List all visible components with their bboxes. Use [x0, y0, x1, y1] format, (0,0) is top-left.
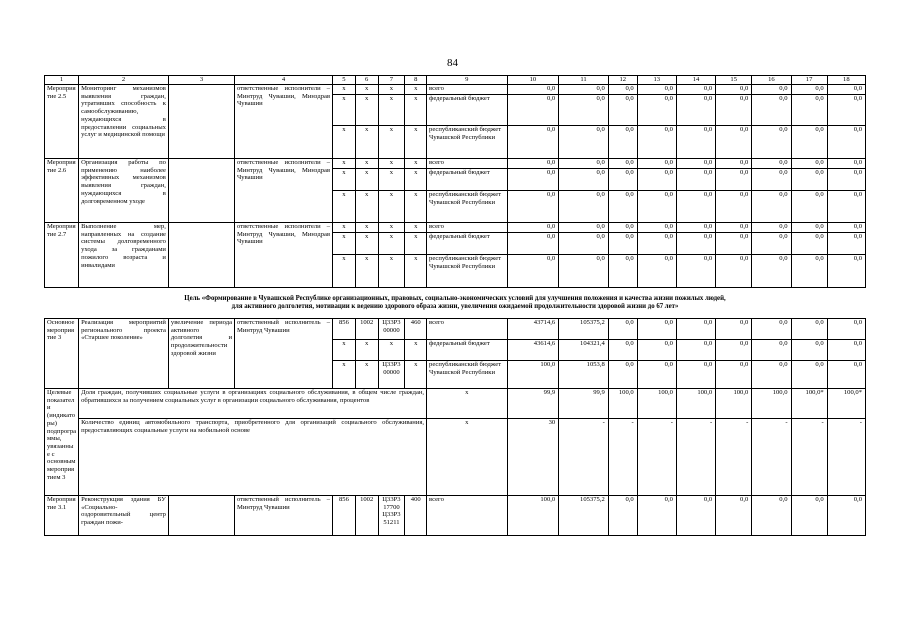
measure-description: Организация работы по применению наиболее эффективных механизмов выявления граждан, нуждающихся в долговременном уходе [79, 159, 169, 223]
value-cell: 0,0 [752, 223, 791, 233]
funding-source: всего [427, 496, 508, 536]
value-cell: 0,0 [608, 223, 637, 233]
value-cell: 0,0 [716, 95, 752, 126]
value-cell: 0,0 [716, 126, 752, 159]
budget-table [44, 75, 866, 536]
value-cell: 0,0 [608, 233, 637, 255]
value-cell: 0,0 [752, 340, 791, 361]
code-cell: x [333, 233, 356, 255]
value-cell: 0,0 [827, 126, 865, 159]
code-cell: x [378, 233, 405, 255]
value-cell: 0,0 [676, 95, 715, 126]
value-cell: 0,0 [752, 85, 791, 95]
value-cell: 0,0 [752, 319, 791, 340]
code-cell: x [355, 340, 378, 361]
value-cell: 0,0 [827, 95, 865, 126]
value-cell: 0,0 [791, 496, 827, 536]
measure-name: Мероприятие 2.7 [45, 223, 79, 288]
measure-description: Мониторинг механизмов выявления граждан, утративших способность к самообслуживанию, нуждающихся в предоставлении социальных услуг и медицинской помощи [79, 85, 169, 159]
value-cell: 0,0 [752, 169, 791, 191]
value-cell: 0,0 [716, 191, 752, 223]
code-cell: x [405, 361, 427, 389]
measure-goal [168, 159, 234, 223]
code-cell: x [355, 169, 378, 191]
table-row [45, 159, 866, 169]
value-cell: 0,0 [791, 255, 827, 288]
value-cell: 0,0 [608, 361, 637, 389]
funding-source: всего [427, 159, 508, 169]
value-cell: 0,0 [791, 169, 827, 191]
indicator-value: 100,0 [716, 389, 752, 419]
value-cell: 0,0 [559, 95, 609, 126]
code-cell: x [355, 255, 378, 288]
value-cell: 43714,6 [507, 319, 559, 340]
value-cell: 0,0 [637, 361, 676, 389]
code-cell: x [355, 95, 378, 126]
code-cell: Ц33Р3 00000 [378, 319, 405, 340]
code-cell: x [333, 85, 356, 95]
value-cell: 0,0 [716, 233, 752, 255]
code-cell: x [355, 85, 378, 95]
code-cell: x [378, 255, 405, 288]
value-cell: 0,0 [752, 255, 791, 288]
value-cell: 0,0 [827, 340, 865, 361]
value-cell: 0,0 [827, 233, 865, 255]
value-cell: 0,0 [676, 319, 715, 340]
value-cell: 0,0 [752, 496, 791, 536]
header-cell: 12 [608, 76, 637, 85]
value-cell: 0,0 [716, 169, 752, 191]
value-cell: 0,0 [791, 159, 827, 169]
value-cell: 0,0 [507, 191, 559, 223]
funding-source: республиканский бюджет Чувашской Республики [427, 191, 508, 223]
value-cell: 0,0 [791, 233, 827, 255]
code-cell: x [405, 255, 427, 288]
value-cell: 0,0 [752, 126, 791, 159]
measure-description: Реконструкция здания БУ «Социально-оздоровительный центр граждан пожи- [79, 496, 169, 536]
value-cell: 0,0 [791, 85, 827, 95]
code-cell: x [405, 191, 427, 223]
code-cell: x [378, 340, 405, 361]
code-cell: x [378, 95, 405, 126]
code-cell: x [378, 169, 405, 191]
header-cell: 13 [637, 76, 676, 85]
measure-name: Мероприятие 3.1 [45, 496, 79, 536]
indicator-value: - [676, 419, 715, 496]
code-cell: 400 [405, 496, 427, 536]
header-cell: 15 [716, 76, 752, 85]
table-row [45, 85, 866, 95]
value-cell: 0,0 [676, 340, 715, 361]
value-cell: 1053,8 [559, 361, 609, 389]
measure-goal: увеличение периода активного долголетия и продолжительности здоровой жизни [168, 319, 234, 389]
code-cell: x [355, 223, 378, 233]
code-cell: x [378, 126, 405, 159]
value-cell: 0,0 [716, 340, 752, 361]
header-cell: 11 [559, 76, 609, 85]
value-cell: 0,0 [507, 159, 559, 169]
value-cell: 0,0 [676, 126, 715, 159]
value-cell: 0,0 [559, 255, 609, 288]
value-cell: 0,0 [827, 361, 865, 389]
code-cell: x [405, 233, 427, 255]
funding-source: республиканский бюджет Чувашской Республики [427, 126, 508, 159]
code-cell: 1002 [355, 496, 378, 536]
indicator-value: 100,0 [637, 389, 676, 419]
value-cell: 0,0 [716, 223, 752, 233]
value-cell: 100,0 [507, 361, 559, 389]
value-cell: 0,0 [716, 85, 752, 95]
code-cell: Ц33Р3 00000 [378, 361, 405, 389]
measure-goal [168, 496, 234, 536]
value-cell: 0,0 [752, 361, 791, 389]
code-cell: x [355, 233, 378, 255]
indicators-label: Целевые показатели (индикаторы) подпрограммы, увязанные с основным мероприятием 3 [45, 389, 79, 496]
value-cell: 0,0 [637, 191, 676, 223]
header-cell: 7 [378, 76, 405, 85]
value-cell: 0,0 [676, 361, 715, 389]
value-cell: 0,0 [827, 85, 865, 95]
indicator-value: 99,9 [507, 389, 559, 419]
value-cell: 0,0 [827, 169, 865, 191]
value-cell: 100,0 [507, 496, 559, 536]
value-cell: 0,0 [791, 340, 827, 361]
value-cell: 0,0 [791, 191, 827, 223]
responsible: ответственный исполнитель – Минтруд Чувашии [235, 319, 333, 389]
value-cell: 0,0 [637, 169, 676, 191]
indicator-value: 100,0 [752, 389, 791, 419]
code-cell: 856 [333, 496, 356, 536]
code-cell: x [405, 223, 427, 233]
value-cell: 0,0 [676, 85, 715, 95]
value-cell: 0,0 [791, 126, 827, 159]
header-cell: 2 [79, 76, 169, 85]
header-row [45, 76, 866, 85]
code-cell: x [405, 159, 427, 169]
value-cell: 0,0 [507, 233, 559, 255]
value-cell: 0,0 [559, 191, 609, 223]
value-cell: 0,0 [676, 233, 715, 255]
value-cell: 0,0 [637, 95, 676, 126]
value-cell: 0,0 [608, 496, 637, 536]
measure-name: Мероприятие 2.5 [45, 85, 79, 159]
value-cell: 0,0 [791, 223, 827, 233]
value-cell: 0,0 [716, 361, 752, 389]
value-cell: 0,0 [676, 191, 715, 223]
value-cell: 0,0 [608, 191, 637, 223]
code-cell: x [333, 95, 356, 126]
code-cell: x [333, 126, 356, 159]
value-cell: 0,0 [637, 233, 676, 255]
measure-name: Мероприятие 2.6 [45, 159, 79, 223]
code-cell: x [378, 191, 405, 223]
code-cell: x [333, 159, 356, 169]
value-cell: 0,0 [507, 85, 559, 95]
value-cell: 0,0 [752, 159, 791, 169]
goal-line-1: Цель «Формирование в Чувашской Республике организационных, правовых, социально-экономических условий для улучшения положения и качества жизни пожилых людей, [184, 295, 726, 303]
value-cell: 0,0 [637, 319, 676, 340]
value-cell: 0,0 [676, 255, 715, 288]
code-cell: x [355, 159, 378, 169]
responsible: ответственный исполнитель – Минтруд Чувашии [235, 496, 333, 536]
indicator-unit: x [427, 389, 508, 419]
value-cell: 0,0 [608, 169, 637, 191]
code-cell: x [333, 223, 356, 233]
code-cell: x [405, 95, 427, 126]
funding-source: республиканский бюджет Чувашской Республики [427, 361, 508, 389]
measure-name: Основное мероприятие 3 [45, 319, 79, 389]
table-row [45, 496, 866, 536]
value-cell: 0,0 [637, 223, 676, 233]
measure-description: Реализация мероприятий регионального проекта «Старшее поколение» [79, 319, 169, 389]
value-cell: 0,0 [507, 255, 559, 288]
indicator-value: 99,9 [559, 389, 609, 419]
indicator-value: - [752, 419, 791, 496]
funding-source: федеральный бюджет [427, 95, 508, 126]
value-cell: 0,0 [608, 126, 637, 159]
measure-goal [168, 85, 234, 159]
header-cell: 17 [791, 76, 827, 85]
funding-source: всего [427, 319, 508, 340]
responsible: ответственные исполнители – Минтруд Чувашии, Минздрав Чувашии [235, 85, 333, 159]
value-cell: 0,0 [608, 159, 637, 169]
value-cell: 0,0 [827, 255, 865, 288]
value-cell: 0,0 [559, 169, 609, 191]
value-cell: 0,0 [827, 159, 865, 169]
value-cell: 0,0 [791, 319, 827, 340]
header-cell: 18 [827, 76, 865, 85]
value-cell: 105375,2 [559, 319, 609, 340]
value-cell: 0,0 [827, 191, 865, 223]
value-cell: 0,0 [637, 496, 676, 536]
indicator-value: 100,0 [676, 389, 715, 419]
indicator-row [45, 419, 866, 496]
value-cell: 0,0 [608, 85, 637, 95]
code-cell: 856 [333, 319, 356, 340]
code-cell: x [405, 169, 427, 191]
indicator-value: - [716, 419, 752, 496]
measure-description: Выполнение мер, направленных на создание системы долговременного ухода за гражданами пожилого возраста и инвалидами [79, 223, 169, 288]
responsible: ответственные исполнители – Минтруд Чувашии, Минздрав Чувашии [235, 223, 333, 288]
code-cell: x [333, 340, 356, 361]
code-cell: x [405, 340, 427, 361]
value-cell: 0,0 [752, 233, 791, 255]
value-cell: 0,0 [559, 126, 609, 159]
value-cell: 0,0 [716, 159, 752, 169]
code-cell: x [405, 126, 427, 159]
indicator-value: 100,0* [791, 389, 827, 419]
goal-row [45, 288, 866, 319]
funding-source: всего [427, 223, 508, 233]
code-cell: 460 [405, 319, 427, 340]
value-cell: 104321,4 [559, 340, 609, 361]
header-cell: 5 [333, 76, 356, 85]
value-cell: 0,0 [676, 223, 715, 233]
value-cell: 0,0 [752, 191, 791, 223]
indicator-value: 100,0 [608, 389, 637, 419]
code-cell: x [333, 169, 356, 191]
value-cell: 0,0 [559, 223, 609, 233]
value-cell: 0,0 [637, 126, 676, 159]
value-cell: 0,0 [676, 159, 715, 169]
measure-goal [168, 223, 234, 288]
indicator-value: - [608, 419, 637, 496]
indicator-value: 100,0* [827, 389, 865, 419]
value-cell: 0,0 [637, 340, 676, 361]
value-cell: 0,0 [676, 169, 715, 191]
value-cell: 0,0 [827, 496, 865, 536]
code-cell: x [378, 85, 405, 95]
funding-source: федеральный бюджет [427, 169, 508, 191]
code-cell: x [333, 191, 356, 223]
value-cell: 0,0 [608, 319, 637, 340]
funding-source: федеральный бюджет [427, 233, 508, 255]
indicator-value: - [637, 419, 676, 496]
value-cell: 0,0 [716, 319, 752, 340]
header-cell: 10 [507, 76, 559, 85]
code-cell: x [405, 85, 427, 95]
value-cell: 0,0 [716, 496, 752, 536]
code-cell: x [355, 191, 378, 223]
value-cell: 0,0 [637, 85, 676, 95]
value-cell: 0,0 [716, 255, 752, 288]
value-cell: 0,0 [507, 223, 559, 233]
indicator-row [45, 389, 866, 419]
header-cell: 1 [45, 76, 79, 85]
value-cell: 0,0 [608, 340, 637, 361]
header-cell: 16 [752, 76, 791, 85]
value-cell: 105375,2 [559, 496, 609, 536]
goal-line-2: для активного долголетия, мотивации к ведению здорового образа жизни, увеличения ожидаемой продолжительности здоровой жизни до 67 лет» [231, 303, 679, 310]
indicator-text: Количество единиц автомобильного транспорта, приобретенного для организаций социального обслуживания, предоставляющих социальные услуги на мобильной основе [79, 419, 427, 496]
funding-source: республиканский бюджет Чувашской Республики [427, 255, 508, 288]
value-cell: 0,0 [559, 233, 609, 255]
code-cell: 1002 [355, 319, 378, 340]
indicator-value: - [827, 419, 865, 496]
goal-heading [45, 288, 866, 319]
code-cell: Ц33Р3 17700 Ц33Р3 51211 [378, 496, 405, 536]
funding-source: всего [427, 85, 508, 95]
indicator-value: 30 [507, 419, 559, 496]
indicator-value: - [559, 419, 609, 496]
table-row [45, 319, 866, 340]
value-cell: 0,0 [752, 95, 791, 126]
header-cell: 4 [235, 76, 333, 85]
value-cell: 0,0 [676, 496, 715, 536]
value-cell: 0,0 [608, 255, 637, 288]
indicator-text: Доля граждан, получивших социальные услуги в организациях социального обслуживания, в общем числе граждан, обратившихся за получением социальных услуг в организации социального обслуживания, процентов [79, 389, 427, 419]
value-cell: 0,0 [559, 159, 609, 169]
header-cell: 3 [168, 76, 234, 85]
value-cell: 0,0 [791, 95, 827, 126]
responsible: ответственные исполнители – Минтруд Чувашии, Минздрав Чувашии [235, 159, 333, 223]
value-cell: 0,0 [827, 319, 865, 340]
header-cell: 6 [355, 76, 378, 85]
value-cell: 0,0 [507, 169, 559, 191]
header-cell: 14 [676, 76, 715, 85]
table-row [45, 223, 866, 233]
code-cell: x [355, 361, 378, 389]
funding-source: федеральный бюджет [427, 340, 508, 361]
code-cell: x [333, 361, 356, 389]
code-cell: x [355, 126, 378, 159]
header-cell: 8 [405, 76, 427, 85]
value-cell: 0,0 [507, 95, 559, 126]
value-cell: 0,0 [791, 361, 827, 389]
value-cell: 0,0 [637, 255, 676, 288]
header-cell: 9 [427, 76, 508, 85]
value-cell: 43614,6 [507, 340, 559, 361]
code-cell: x [333, 255, 356, 288]
value-cell: 0,0 [507, 126, 559, 159]
value-cell: 0,0 [827, 223, 865, 233]
indicator-unit: x [427, 419, 508, 496]
value-cell: 0,0 [559, 85, 609, 95]
indicator-value: - [791, 419, 827, 496]
code-cell: x [378, 159, 405, 169]
page-number: 84 [447, 57, 458, 69]
value-cell: 0,0 [637, 159, 676, 169]
value-cell: 0,0 [608, 95, 637, 126]
code-cell: x [378, 223, 405, 233]
